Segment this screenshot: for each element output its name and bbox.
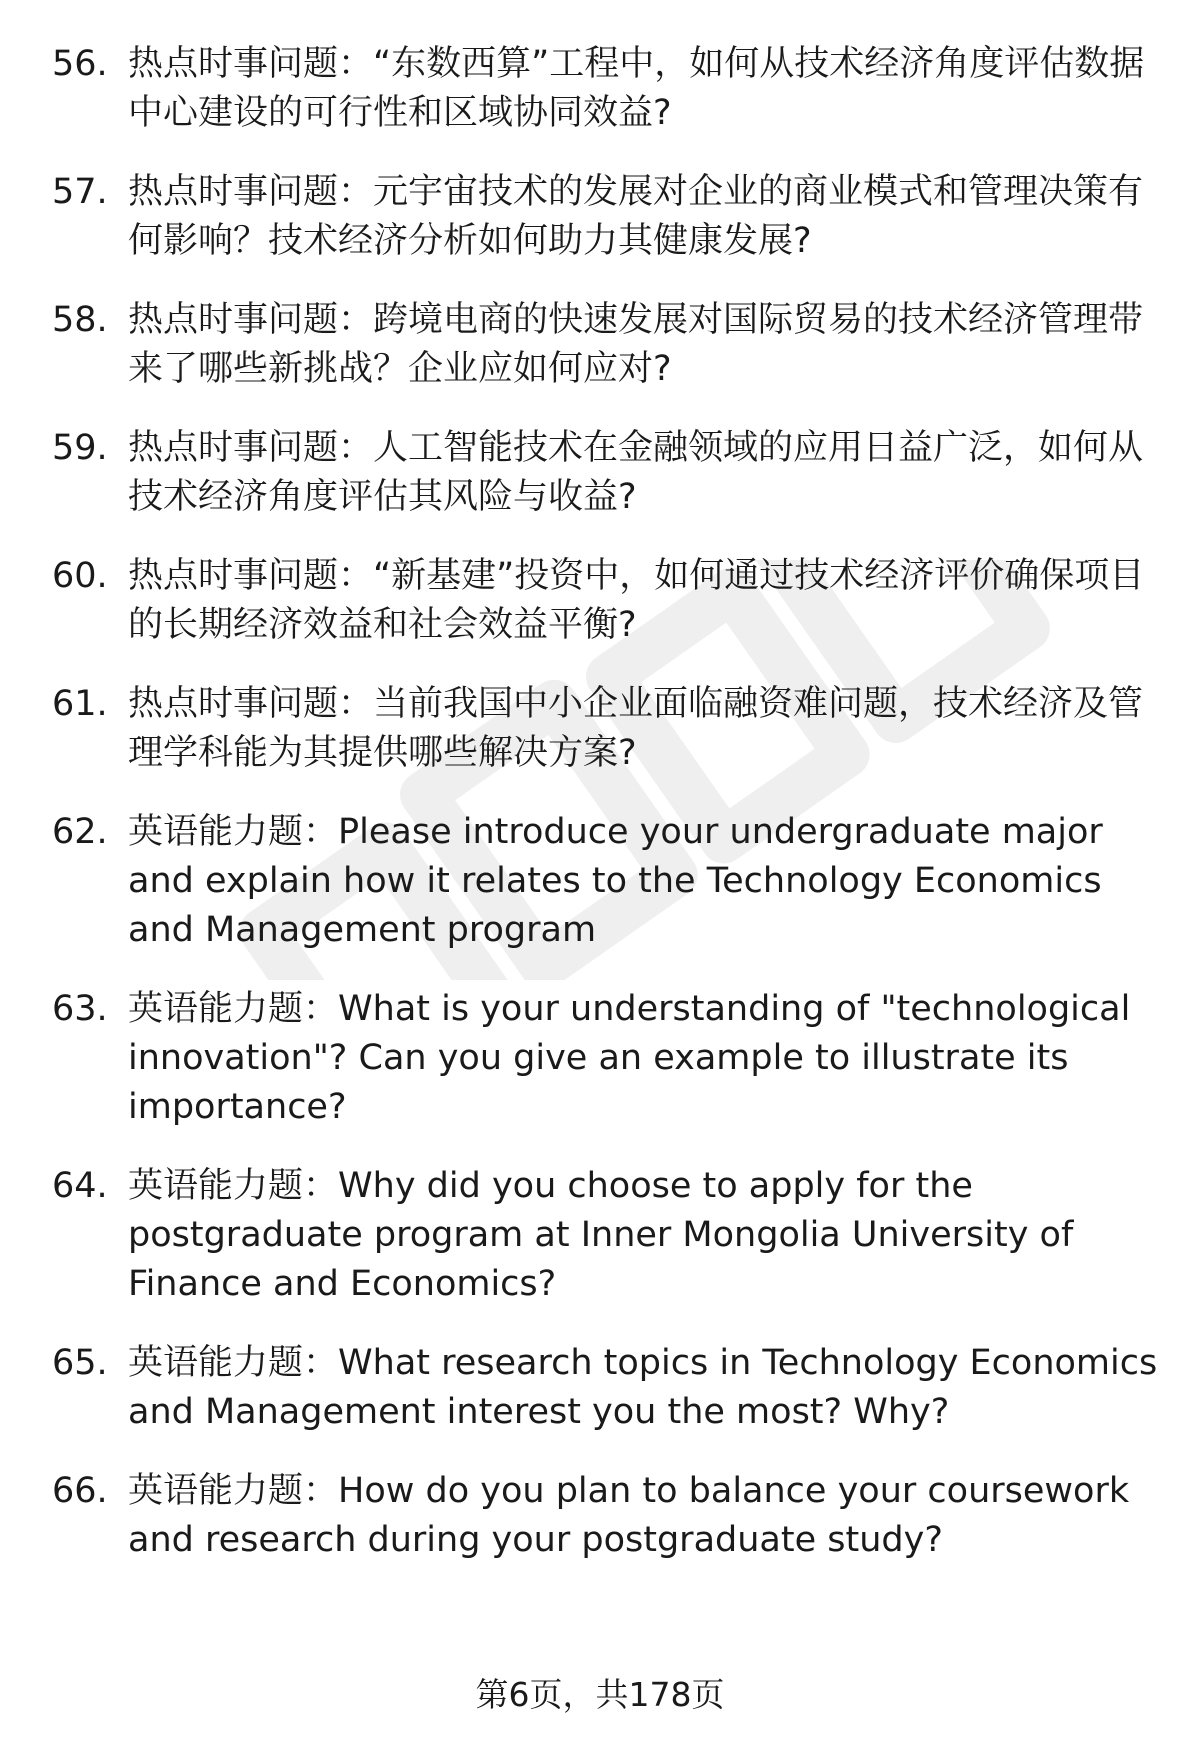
question-text: “东数西算”工程中，如何从技术经济角度评估数据中心建设的可行性和区域协同效益? <box>128 44 1145 133</box>
question-text: 元宇宙技术的发展对企业的商业模式和管理决策有何影响？技术经济分析如何助力其健康发展? <box>128 172 1144 261</box>
question-item <box>0 296 1200 394</box>
question-text: What research topics in Technology Economics and Management interest you the most? Why? <box>128 1343 1158 1432</box>
question-separator: ： <box>338 556 374 596</box>
question-text: Please introduce your undergraduate major and explain how it relates to the Technology Economics and Management program <box>128 812 1103 950</box>
question-separator: ： <box>303 1471 339 1511</box>
question-text: 跨境电商的快速发展对国际贸易的技术经济管理带来了哪些新挑战？企业应如何应对? <box>128 300 1144 389</box>
question-item <box>0 424 1200 522</box>
page-footer <box>0 1673 1200 1717</box>
question-category: 英语能力题 <box>128 1166 304 1206</box>
question-separator: ： <box>338 44 374 84</box>
question-item <box>0 985 1200 1132</box>
question-text: What is your understanding of "technological innovation"? Can you give an example to illustrate its importance? <box>128 989 1131 1127</box>
question-item <box>0 1467 1200 1565</box>
question-list <box>0 40 1200 1595</box>
question-category: 热点时事问题 <box>128 44 339 84</box>
question-category: 热点时事问题 <box>128 172 339 212</box>
question-separator: ： <box>303 989 339 1029</box>
question-separator: ： <box>338 684 374 724</box>
question-item <box>0 168 1200 266</box>
question-number: 66. <box>52 1471 108 1511</box>
question-item <box>0 40 1200 138</box>
question-separator: ： <box>303 1166 339 1206</box>
question-number: 57. <box>52 172 108 212</box>
question-text: 人工智能技术在金融领域的应用日益广泛，如何从技术经济角度评估其风险与收益? <box>128 428 1144 517</box>
question-item <box>0 680 1200 778</box>
question-number: 62. <box>52 812 108 852</box>
question-separator: ： <box>338 300 374 340</box>
question-item <box>0 1162 1200 1309</box>
question-category: 热点时事问题 <box>128 428 339 468</box>
question-item <box>0 552 1200 650</box>
question-text: Why did you choose to apply for the postgraduate program at Inner Mongolia University of Finance and Economics? <box>128 1166 1074 1304</box>
question-item <box>0 1339 1200 1437</box>
question-category: 英语能力题 <box>128 1471 304 1511</box>
question-number: 65. <box>52 1343 108 1383</box>
question-number: 56. <box>52 44 108 84</box>
question-text: How do you plan to balance your coursework and research during your postgraduate study? <box>128 1471 1130 1560</box>
question-number: 60. <box>52 556 108 596</box>
question-text: 当前我国中小企业面临融资难问题，技术经济及管理学科能为其提供哪些解决方案? <box>128 684 1144 773</box>
question-category: 英语能力题 <box>128 1343 304 1383</box>
page-number-label: 第6页，共178页 <box>475 1675 725 1714</box>
question-number: 63. <box>52 989 108 1029</box>
question-item <box>0 808 1200 955</box>
question-category: 热点时事问题 <box>128 556 339 596</box>
question-separator: ： <box>338 428 374 468</box>
question-category: 英语能力题 <box>128 989 304 1029</box>
question-separator: ： <box>303 1343 339 1383</box>
question-number: 61. <box>52 684 108 724</box>
question-category: 英语能力题 <box>128 812 304 852</box>
question-separator: ： <box>338 172 374 212</box>
question-number: 64. <box>52 1166 108 1206</box>
question-number: 59. <box>52 428 108 468</box>
question-separator: ： <box>303 812 339 852</box>
question-category: 热点时事问题 <box>128 684 339 724</box>
question-number: 58. <box>52 300 108 340</box>
question-text: “新基建”投资中，如何通过技术经济评价确保项目的长期经济效益和社会效益平衡? <box>128 556 1145 645</box>
question-category: 热点时事问题 <box>128 300 339 340</box>
